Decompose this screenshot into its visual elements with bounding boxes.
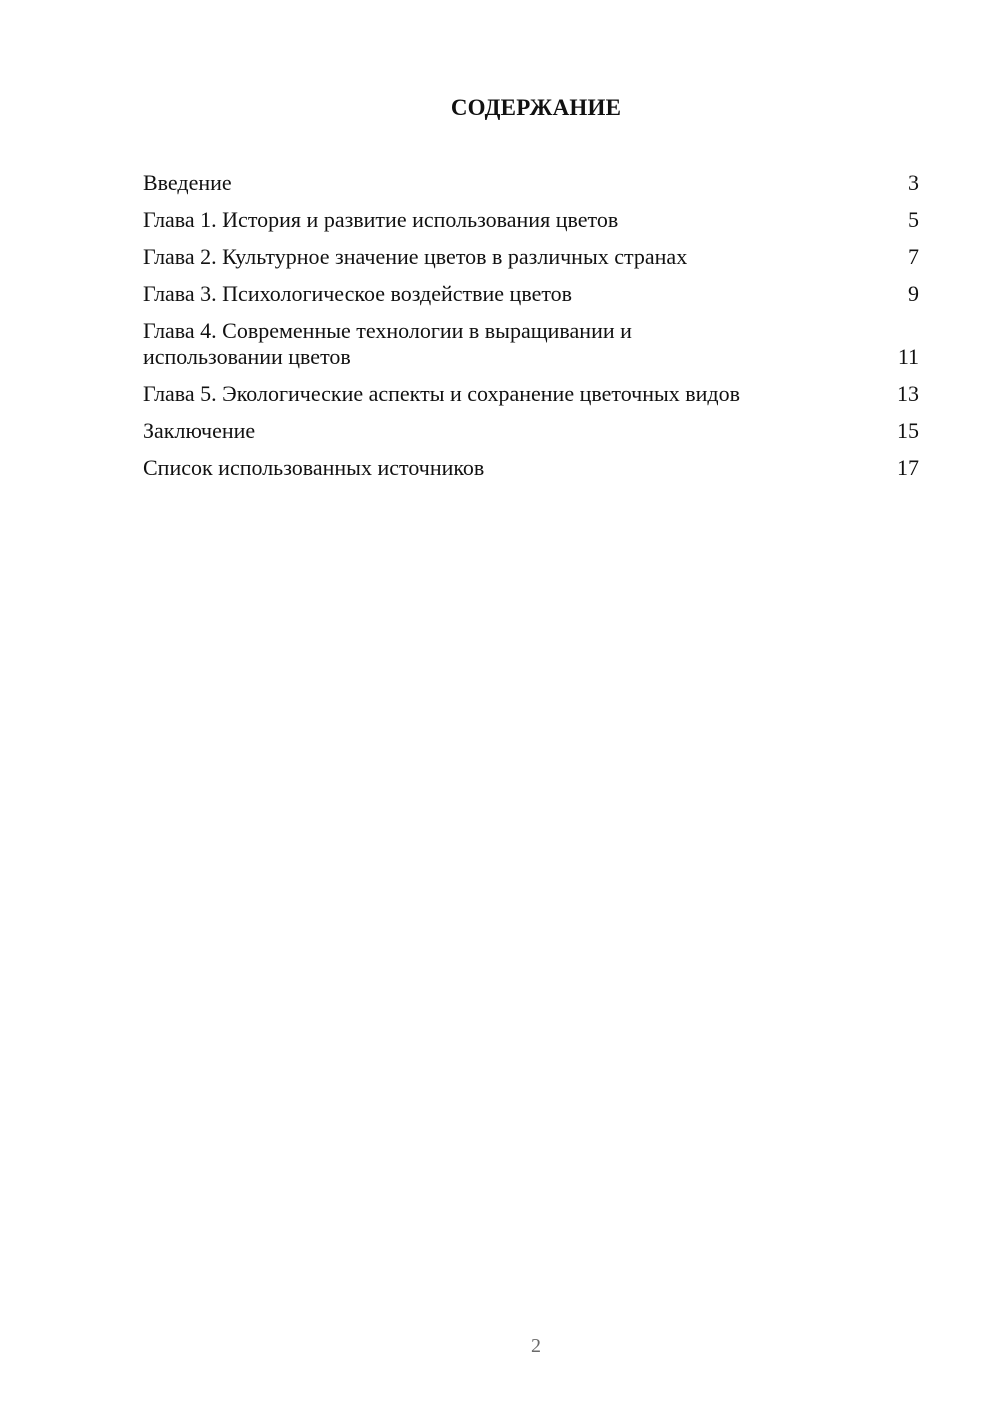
- toc-entry-conclusion: [143, 418, 919, 444]
- table-of-contents: [143, 170, 919, 492]
- toc-entry-references: [143, 455, 919, 481]
- toc-entry-page: 9: [908, 281, 919, 306]
- toc-heading: СОДЕРЖАНИЕ: [450, 95, 622, 120]
- toc-entry-chapter-1: [143, 207, 919, 233]
- toc-entry-title: Глава 3. Психологическое воздействие цветов: [143, 281, 573, 306]
- toc-entry-title: Глава 2. Культурное значение цветов в различных странах: [143, 244, 688, 269]
- toc-entry-title: Список использованных источников: [143, 455, 485, 480]
- toc-entry-page: 13: [897, 381, 919, 406]
- toc-entry-page: 3: [908, 170, 919, 195]
- toc-entry-page: 17: [897, 455, 919, 480]
- page-number: 2: [531, 1335, 541, 1357]
- toc-entry-page: 15: [897, 418, 919, 443]
- toc-entry-chapter-3: [143, 281, 919, 307]
- toc-entry-chapter-4: [143, 318, 919, 370]
- toc-entry-title: Глава 5. Экологические аспекты и сохранение цветочных видов: [143, 381, 740, 406]
- toc-entry-title: Заключение: [143, 418, 256, 443]
- toc-entry-chapter-5: [143, 381, 919, 407]
- toc-entry-title: Глава 1. История и развитие использования цветов: [143, 207, 619, 232]
- toc-entry-chapter-2: [143, 244, 919, 270]
- toc-entry-title: Введение: [143, 170, 232, 195]
- toc-entry-introduction: [143, 170, 919, 196]
- toc-entry-page: 7: [908, 244, 919, 269]
- toc-entry-title: Глава 4. Современные технологии в выращивании и использовании цветов: [143, 318, 632, 369]
- toc-entry-page: 11: [897, 344, 919, 369]
- toc-entry-page: 5: [908, 207, 919, 232]
